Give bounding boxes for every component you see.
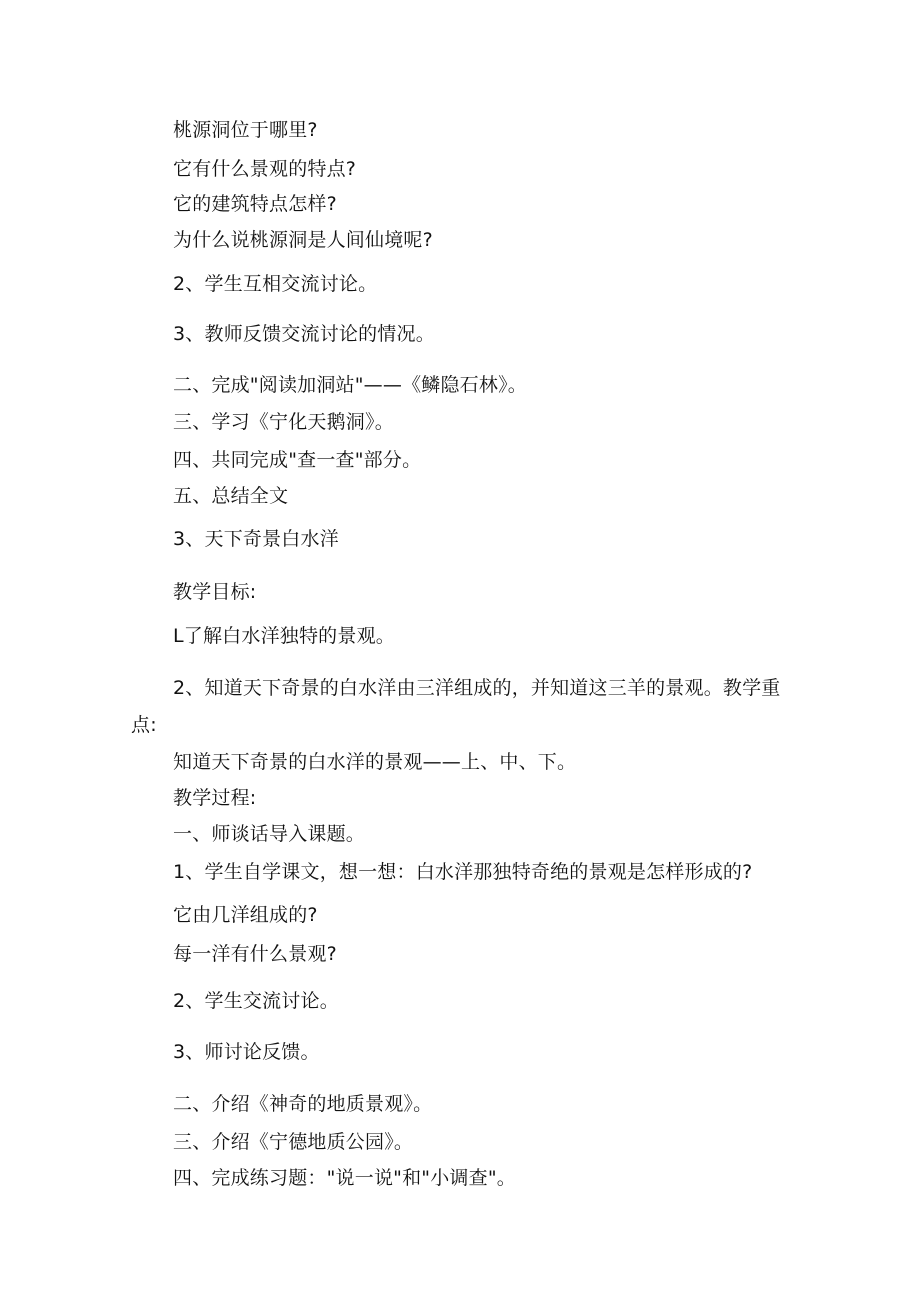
text-line: 3、师讨论反馈。 <box>173 1041 320 1063</box>
section-heading: 3、天下奇景白水洋 <box>173 528 339 550</box>
text-line: 三、介绍《宁德地质公园》。 <box>173 1131 414 1153</box>
text-line: 2、学生交流讨论。 <box>173 990 339 1012</box>
text-line: 桃源洞位于哪里? <box>173 119 318 141</box>
text-line: 一、师谈话导入课题。 <box>173 823 366 845</box>
text-line: 教学过程: <box>173 787 257 809</box>
text-line: 为什么说桃源洞是人间仙境呢? <box>173 229 433 251</box>
text-line: 教学目标: <box>173 581 257 603</box>
text-line: L了解白水洋独特的景观。 <box>173 625 395 647</box>
text-line: 3、教师反馈交流讨论的情况。 <box>173 323 435 345</box>
text-line: 2、学生互相交流讨论。 <box>173 273 378 295</box>
text-line: 三、学习《宁化天鹅洞》。 <box>173 411 394 433</box>
text-line: 它有什么景观的特点? <box>173 158 357 180</box>
text-line: 1、学生自学课文，想一想：白水洋那独特奇绝的景观是怎样形成的? <box>173 861 753 883</box>
text-line: 它由几洋组成的? <box>173 904 318 926</box>
text-line: 四、共同完成"查一查"部分。 <box>173 449 422 471</box>
text-paragraph: 2、知道天下奇景的白水洋由三洋组成的，并知道这三羊的景观。教学重点: <box>131 677 781 736</box>
text-line: 每一洋有什么景观? <box>173 943 337 965</box>
text-line: 知道天下奇景的白水洋的景观——上、中、下。 <box>173 751 577 773</box>
text-line: 二、完成"阅读加洞站"——《鳞隐石林》。 <box>173 374 527 396</box>
text-line: 五、总结全文 <box>173 485 289 507</box>
text-line: 二、介绍《神奇的地质景观》。 <box>173 1093 433 1115</box>
text-line: 它的建筑特点怎样? <box>173 193 337 215</box>
text-line: 四、完成练习题："说一说"和"小调查"。 <box>173 1167 516 1189</box>
